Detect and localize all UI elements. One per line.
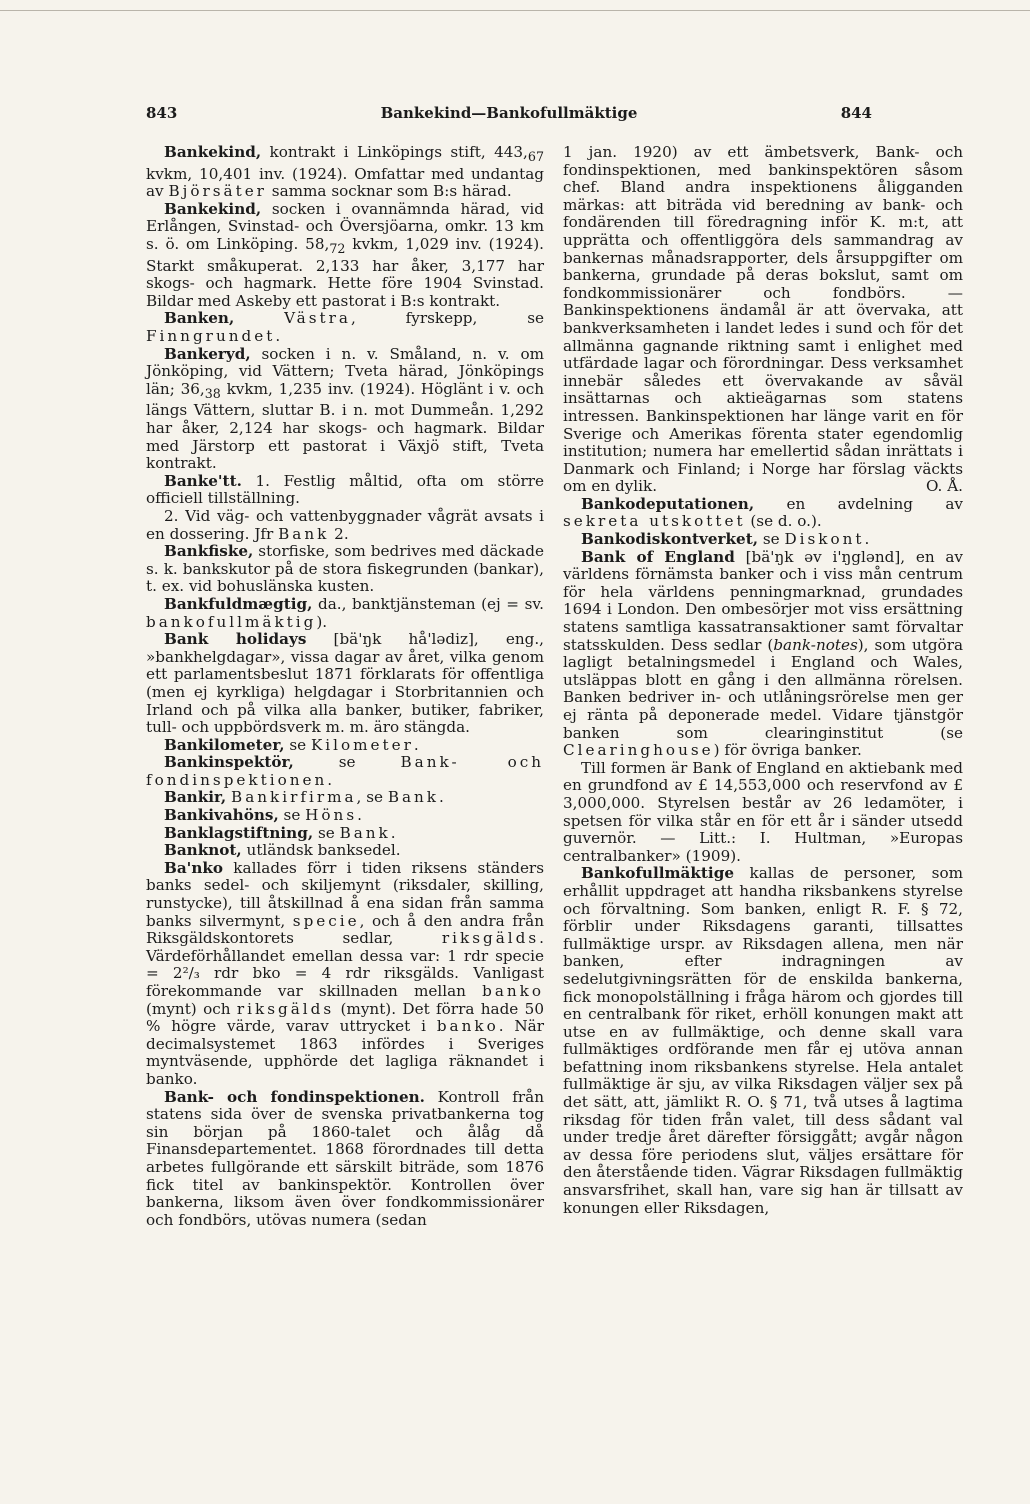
- headword: Bankivahöns,: [164, 806, 279, 825]
- entry-continuation: 1 jan. 1920) av ett ämbetsverk, Bank- och fondinspektionen, med bankinspektören såsom chef. Bland andra inspektionens åligganden märkas: att biträda vid beredning av bank- och fondärenden till föredragning inför K. m:t, att upprätta och offentliggöra dels sammandrag av bankernas månadsrapporter, dels årsuppgifter om bankerna, grundade på deras bokslut, samt om fondkommissionärer och fondbörs. — Bankinspektionens ändamål är att övervaka, att bankverksamheten i landet ledes i sund och för det allmänna gagnande riktning samt i enlighet med utfärdade lagar och förordningar. Dess verksamhet innebär således ett övervakande av såväl insättarnas och aktieägarnas som statens intressen. Bankinspektionen har länge varit en för Sverige och Amerikas förenta stater egendomlig institution; numera har emellertid sådan inrättats i Danmark och Finland; i Norge har förslag väckts om en dylik. O. Å.: [563, 143, 963, 496]
- headword: Banklagstiftning,: [164, 823, 314, 842]
- entry-bankett: Banke'tt. 1. Festlig måltid, ofta om större officiell tillställning.: [146, 471, 544, 508]
- entry-banknot: Banknot, utländsk banksedel.: [164, 841, 401, 860]
- entry-banklagstiftning: Banklagstiftning, se Bank.: [164, 823, 396, 842]
- headword: Bankir,: [164, 788, 227, 807]
- entry-bankilometer: Bankilometer, se Kilometer.: [164, 735, 419, 754]
- entry-banko: Ba'nko kallades förr i tiden riksens ständers banks sedel- och skiljemynt (riksdaler, skilling, runstycke), till åtskillnad å ena sidan från samma banks silvermynt, specie, och å den andra från Riksgäldskontorets sedlar, riksgälds. Värdeförhållandet emellan dessa var: 1 rdr specie = 2²/₃ rdr bko = 4 rdr riksgälds. Vanligast förekommande var skillnaden mellan banko (mynt) och riksgälds (mynt). Det förra hade 50 % högre värde, varav uttrycket i banko. När decimalsystemet 1863 infördes i Sveriges myntväsende, upphörde det lagliga räknandet i banko.: [146, 858, 544, 1088]
- right-column: [563, 144, 963, 1217]
- headword: Ba'nko: [164, 858, 224, 877]
- headword: Bank of England: [581, 547, 735, 566]
- top-rule: [0, 10, 1030, 11]
- headword: Bankeryd,: [164, 344, 251, 363]
- left-column: [146, 144, 544, 1229]
- headword: Bankekind,: [164, 199, 262, 218]
- headword: Bankodeputationen,: [581, 494, 755, 513]
- headword: Banknot,: [164, 841, 242, 860]
- headword: Bank- och fondinspektionen.: [164, 1087, 425, 1106]
- running-title: Bankekind—Bankofullmäktige: [380, 104, 638, 122]
- entry-bank-of-england-2: Till formen är Bank of England en aktiebank med en grundfond av £ 14,553,000 och reservfond av £ 3,000,000. Styrelsen består av 26 ledamöter, i spetsen för vilka står en för ett år i sänder utsedd guvernör. — Litt.: I. Hultman, »Europas centralbanker» (1909).: [563, 758, 963, 865]
- headword: Bankfiske,: [164, 542, 254, 561]
- entry-bankfiske: Bankfiske, storfiske, som bedrives med däckade s. k. bankskutor på de stora fiskegrunden (bankar), t. ex. vid bohuslänska kusten.: [146, 542, 544, 596]
- headword: Bankinspektör,: [164, 753, 294, 772]
- entry-bankir: Bankir, Bankirfirma, se Bank.: [164, 788, 444, 807]
- entry-bankofullmaktige: Bankofullmäktige kallas de personer, som erhållit uppdraget att handha riksbankens styrelse och förvaltning. Som banken, enligt R. F. § 72, förblir under Riksdagens garanti, tillsattes fullmäktige urspr. av Riksdagen allena, men när banken, efter indragningen av sedelutgivningsrätten för de enskilda bankerna, fick monopolställning i fråga härom och gjordes till en centralbank för riket, erhöll konungen makt att utse en av fullmäktige, och denne skall vara fullmäktiges ordförande men får ej utöva annan befattning inom riksbankens styrelse. Hela antalet fullmäktige är sju, av vilka Riksdagen väljer sex på det sätt, att, jämlikt R. O. § 71, två utses å lagtima riksdag för tiden från valet, till dess sådant val under tredje året därefter försiggått; avgår någon av dessa före periodens slut, väljes ersättare för den återstående tiden. Vägrar Riksdagen fullmäktig ansvarsfrihet, skall han, vare sig han är tillsatt av konungen eller Riksdagen,: [563, 864, 963, 1217]
- entry-bankinspektor: Bankinspektör, se Bank- och fondinspektionen.: [146, 753, 544, 789]
- entry-bankfuldmaegtig: Bankfuldmægtig, da., banktjänsteman (ej = sv. bankofullmäktig).: [146, 594, 544, 631]
- headword: Bankodiskontverket,: [581, 530, 758, 549]
- entry-bankett-2: 2. Vid väg- och vattenbyggnader vågrät avsats i en dossering. Jfr Bank 2.: [146, 506, 544, 543]
- page-number-left: 843: [146, 104, 178, 122]
- entry-bankodiskontverket: Bankodiskontverket, se Diskont.: [581, 530, 870, 549]
- headword: Bankilometer,: [164, 735, 285, 754]
- headword: Bankfuldmægtig,: [164, 594, 313, 613]
- headword: Bank holidays: [164, 630, 307, 649]
- entry-banken: Banken, Västra, fyrskepp, se Finngrundet.: [146, 309, 544, 345]
- headword: Bankekind,: [164, 143, 262, 161]
- entry-bankekind-kontrakt: Bankekind, kontrakt i Linköpings stift, $443,_{67}$ kvkm, 10,401 inv. (1924). Omfattar med undantag av Björsäter samma socknar som B:s härad.: [146, 143, 544, 201]
- entry-bankodeputationen: Bankodeputationen, en avdelning av sekreta utskottet (se d. o.).: [563, 494, 963, 531]
- entry-bank-holidays: Bank holidays [bä'ŋk hå'lədiz], eng., »bankhelgdagar», vissa dagar av året, vilka genom ett parlamentsbeslut 1871 förklarats för offentliga (men ej kyrkliga) helgdagar i Storbritannien och Irland och på vilka alla banker, butiker, fabriker, tull- och uppbördsverk m. m. äro stängda.: [146, 630, 544, 737]
- entry-bank-och-fondinspektionen: Bank- och fondinspektionen. Kontroll från statens sida över de svenska privatbankerna tog sin början på 1860-talet och ålåg då Finansdepartementet. 1868 förordnades till detta arbetes fullgörande ett särskilt biträde, som 1876 fick titel av bankinspektör. Kontrollen över bankerna, liksom även över fondkommissionärer och fondbörs, utövas numera (sedan: [146, 1087, 544, 1229]
- headword: Banke'tt.: [164, 471, 242, 490]
- entry-bankekind-socken: Bankekind, socken i ovannämnda härad, vid Erlången, Svinstad- och Översjöarna, omkr. 13 km s. ö. om Linköping. $58,_{72}$ kvkm, 1,029 inv. (1924). Starkt småkuperat. 2,133 har åker, 3,177 har skogs- och hagmark. Hette före 1904 Svinstad. Bildar med Askeby ett pastorat i B:s kontrakt.: [146, 199, 544, 310]
- page-number-right: 844: [840, 104, 872, 122]
- entry-bankivahons: Bankivahöns, se Höns.: [164, 806, 362, 825]
- page-header: [146, 104, 872, 128]
- entry-bankeryd: Bankeryd, socken i n. v. Småland, n. v. om Jönköping, vid Vättern; Tveta härad, Jönköpings län; $36,_{38}$ kvkm, 1,235 inv. (1924). Höglänt i v. och längs Vättern, sluttar B. i n. mot Dummeån. 1,292 har åker, 2,124 har skogs- och hagmark. Bildar med Järstorp ett pastorat i Växjö stift, Tveta kontrakt.: [146, 344, 545, 473]
- headword: Bankofullmäktige: [581, 864, 734, 883]
- entry-bank-of-england: Bank of England [bä'ŋk əv i'ŋglənd], en av världens förnämsta banker och i viss mån centrum för hela världens penningmarknad, grundades 1694 i London. Den ombesörjer mot viss ersättning statens samtliga kassatransaktioner samt förvaltar statsskulden. Dess sedlar (bank-notes), som utgöra lagligt betalningsmedel i England och Wales, utsläppas blott en gång i den allmänna rörelsen. Banken bedriver in- och utlåningsrörelse men ger ej ränta på deponerade medel. Vidare tjänstgör banken som clearinginstitut (se Clearinghouse) för övriga banker.: [563, 547, 964, 760]
- signature: O. Å.: [925, 477, 963, 496]
- headword: Banken,: [164, 309, 235, 328]
